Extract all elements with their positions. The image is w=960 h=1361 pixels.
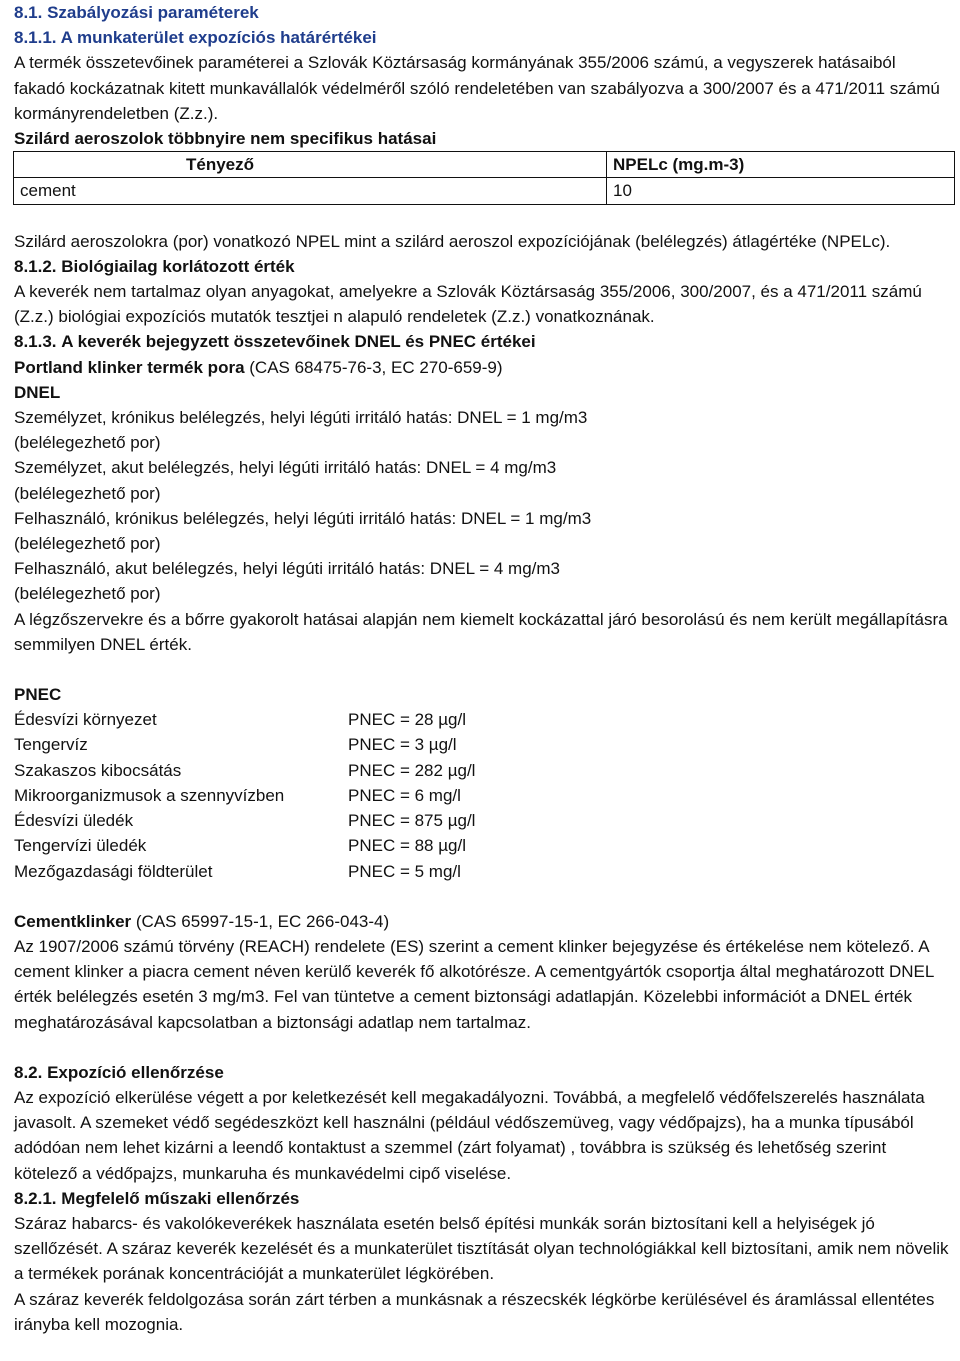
pnec-value: PNEC = 282 µg/l bbox=[348, 760, 476, 780]
pnec-compartment: Tengervízi üledék bbox=[14, 836, 147, 856]
pnec-row bbox=[14, 758, 949, 783]
pnec-compartment: Édesvízi üledék bbox=[14, 811, 134, 831]
pnec-compartment: Mikroorganizmusok a szennyvízben bbox=[14, 785, 285, 805]
subsection-heading-821: 8.2.1. Megfelelő műszaki ellenőrzés bbox=[14, 1188, 300, 1208]
subsection-heading-82: 8.2. Expozíció ellenőrzése bbox=[14, 1062, 224, 1082]
pnec-row bbox=[14, 707, 949, 732]
aerosol-heading: Szilárd aeroszolok többnyire nem specifikus hatásai bbox=[14, 129, 437, 149]
subsection-heading-812: 8.1.2. Biológiailag korlátozott érték bbox=[14, 256, 295, 276]
substance-line: Portland klinker termék pora (CAS 68475-76-3, EC 270-659-9) bbox=[14, 357, 503, 377]
cell-npelc-value: 10 bbox=[607, 178, 955, 204]
pnec-label: PNEC bbox=[14, 685, 62, 705]
clinker-paragraph: Az 1907/2006 számú törvény (REACH) rendelete (ES) szerint a cement klinker bejegyzése és értékelése nem kötelező. A cement klinker a piacra cement néven kerülő keverék fő alkotórésze. A cementgyártók csoportja által meghatározott DNEL érték belélegzés esetén 3 mg/m3. Fel van tüntetve a cement biztonsági adatlapján. Közelebbi információt a DNEL érték meghatározásával kapcsolatban a biztonsági adatlap nem tartalmaz. bbox=[14, 936, 934, 1032]
subsection-heading-813: 8.1.3. A keverék bejegyzett összetevőinek DNEL és PNEC értékei bbox=[14, 332, 536, 352]
biological-limit-paragraph: A keverék nem tartalmaz olyan anyagokat, amelyekre a Szlovák Köztársaság 355/2006, 300/2007, és a 471/2011 számú (Z.z.) biológiai expozíciós mutatók tesztjei n alapuló rendeletek (Z.z.) vonatkoznának. bbox=[14, 282, 922, 327]
dnel-item-form: (belélegezhető por) bbox=[14, 483, 161, 503]
pnec-compartment: Szakaszos kibocsátás bbox=[14, 760, 182, 780]
pnec-row bbox=[14, 732, 949, 757]
dnel-item: Személyzet, krónikus belélegzés, helyi légúti irritáló hatás: DNEL = 1 mg/m3 bbox=[14, 408, 588, 428]
dnel-item: Felhasználó, akut belélegzés, helyi légúti irritáló hatás: DNEL = 4 mg/m3 bbox=[14, 559, 561, 579]
dnel-item: Felhasználó, krónikus belélegzés, helyi légúti irritáló hatás: DNEL = 1 mg/m3 bbox=[14, 508, 592, 528]
pnec-row bbox=[14, 808, 949, 833]
technical-control-paragraph: Száraz habarcs- és vakolókeverékek használata esetén belső építési munkák során biztosítani kell a helyiségek jó szellőzését. A száraz keverék kezelését és a munkaterület tisztítását olyan technológiákkal kell biztosítani, amik nem növelik a termékek porának koncentrációját a munkaterület légkörében. bbox=[14, 1213, 949, 1284]
document-page bbox=[14, 0, 949, 1337]
pnec-row bbox=[14, 783, 949, 808]
pnec-value: PNEC = 88 µg/l bbox=[348, 836, 466, 856]
exposure-limits-paragraph: A termék összetevőinek paraméterei a Szlovák Köztársaság kormányának 355/2006 számú, a vegyszerek hatásaiból fakadó kockázatnak kitett munkavállalók védelméről szóló rendeletében van szabályozva a 300/2007 és a 471/2011 számú kormányrendeletben (Z.z.). bbox=[14, 53, 940, 123]
clinker-heading: Cementklinker (CAS 65997-15-1, EC 266-043-4) bbox=[14, 911, 390, 931]
pnec-value: PNEC = 3 µg/l bbox=[348, 735, 457, 755]
pnec-value: PNEC = 6 mg/l bbox=[348, 785, 461, 805]
npel-note: Szilárd aeroszolokra (por) vonatkozó NPEL mint a szilárd aeroszol expozíciójának (belélegzés) átlagértéke (NPELc). bbox=[14, 231, 891, 251]
section-heading: 8.1. Szabályozási paraméterek bbox=[14, 3, 259, 22]
npel-table bbox=[13, 151, 955, 204]
cell-substance: cement bbox=[14, 178, 607, 204]
table-header-row bbox=[14, 152, 955, 178]
pnec-row bbox=[14, 859, 949, 884]
column-header-npelc: NPELc (mg.m-3) bbox=[607, 152, 955, 178]
dnel-label: DNEL bbox=[14, 382, 61, 402]
technical-control-paragraph-2: A száraz keverék feldolgozása során zárt térben a munkásnak a részecskék légkörbe kerülésével és áramlással ellentétes irányba kell mozognia. bbox=[14, 1289, 935, 1334]
exposure-control-paragraph: Az expozíció elkerülése végett a por keletkezését kell megakadályozni. Továbbá, a megfelelő védőfelszerelés használata javasolt. A szemeket védő segédeszközt kell használni (például védőszemüveg, vagy védőpajzs), ha a munka típusából adódóan nem lehet kizárni a leendő kontaktust a szemmel (zárt folyamat) , továbbra is szükség és lehetőség szerint kötelező a védőpajzs, munkaruha és munkavédelmi cipő viselése. bbox=[14, 1087, 925, 1183]
pnec-compartment: Tengervíz bbox=[14, 735, 88, 755]
pnec-value: PNEC = 5 mg/l bbox=[348, 861, 461, 881]
pnec-compartment: Édesvízi környezet bbox=[14, 710, 157, 730]
column-header-factor: Tényező bbox=[14, 152, 607, 178]
pnec-compartment: Mezőgazdasági földterület bbox=[14, 861, 213, 881]
pnec-value: PNEC = 875 µg/l bbox=[348, 811, 476, 831]
pnec-value: PNEC = 28 µg/l bbox=[348, 710, 466, 730]
pnec-row bbox=[14, 833, 949, 858]
dnel-item-form: (belélegezhető por) bbox=[14, 433, 161, 453]
dnel-item: Személyzet, akut belélegzés, helyi légúti irritáló hatás: DNEL = 4 mg/m3 bbox=[14, 458, 557, 478]
table-row bbox=[14, 178, 955, 204]
dnel-note: A légzőszervekre és a bőrre gyakorolt hatásai alapján nem kiemelt kockázattal járó besorolású és nem került megállapításra semmilyen DNEL érték. bbox=[14, 609, 948, 654]
dnel-item-form: (belélegezhető por) bbox=[14, 584, 161, 604]
dnel-item-form: (belélegezhető por) bbox=[14, 534, 161, 554]
subsection-heading-811: 8.1.1. A munkaterület expozíciós határértékei bbox=[14, 28, 377, 48]
